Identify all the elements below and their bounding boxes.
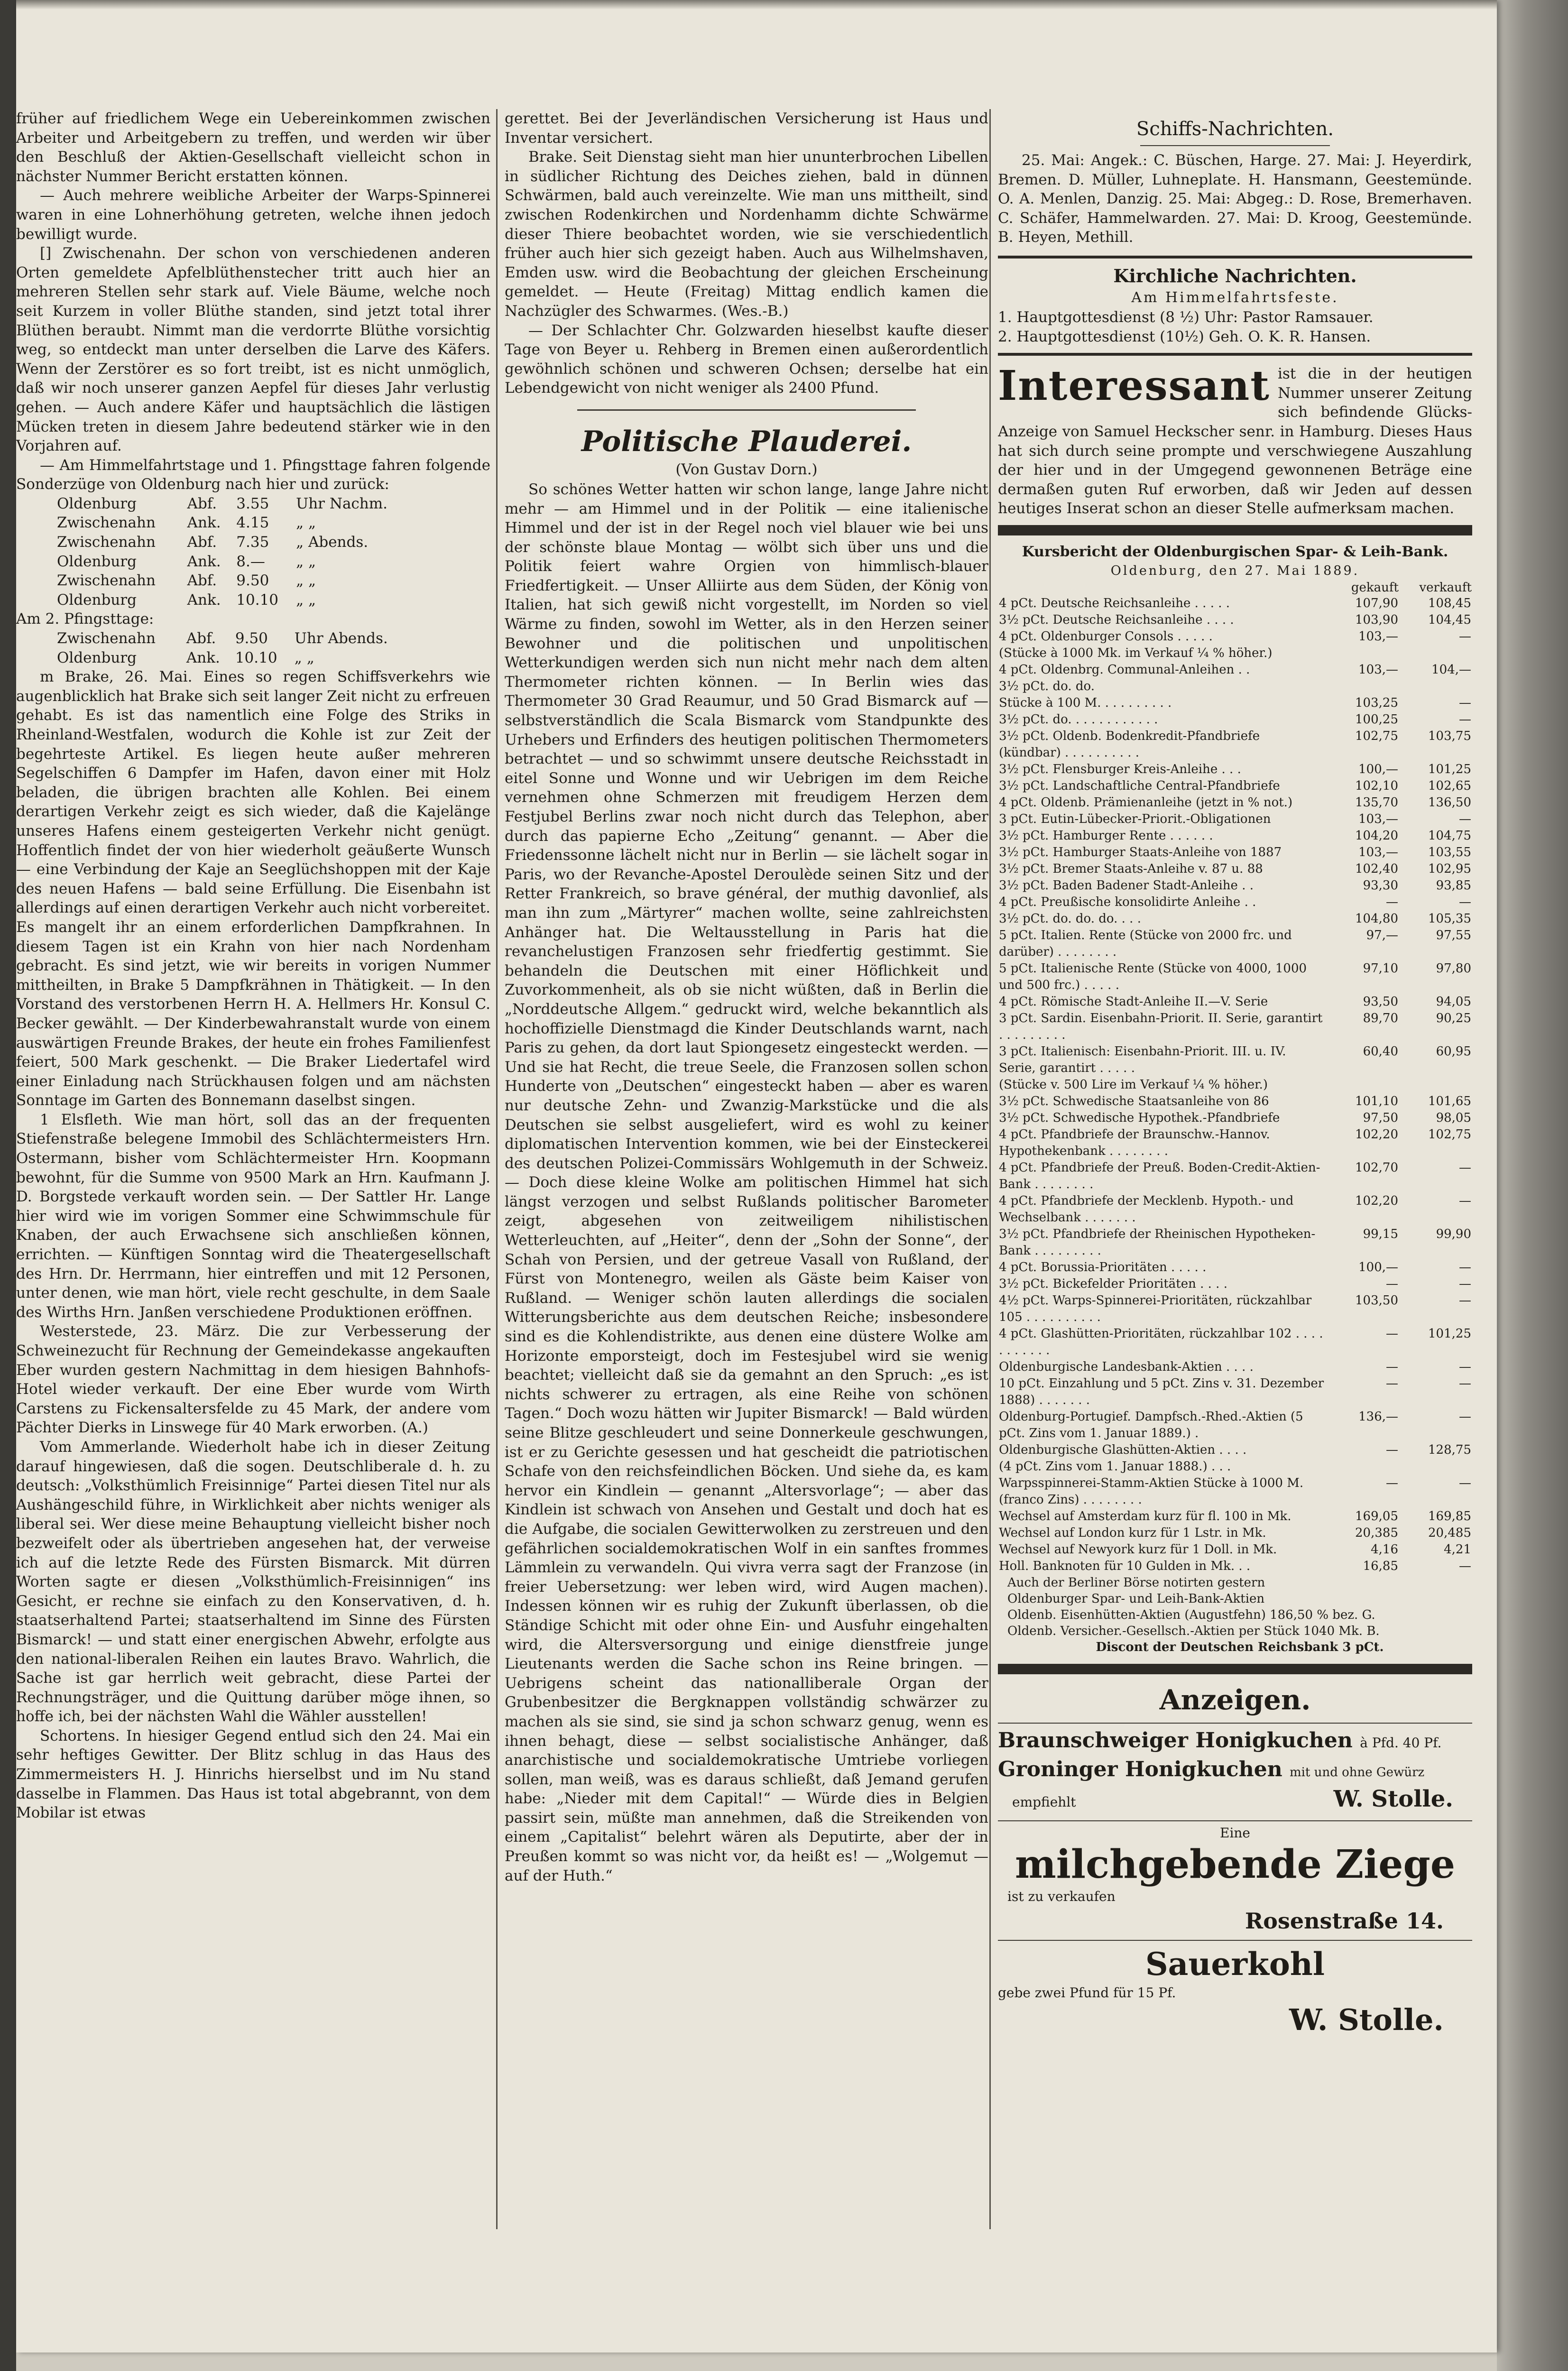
kurs-cell-sold: 93,85	[1436, 878, 1471, 893]
ad-rule	[998, 1723, 1472, 1724]
kurs-cell-label: 4 pCt. Pfandbriefe der Mecklenb. Hypoth.- und Wechselbank . . . . . . .	[999, 1193, 1294, 1225]
ad-name: W. Stolle.	[1333, 1785, 1453, 1812]
kurs-note: Oldenb. Versicher.-Gesellsch.-Aktien per Stück 1040 Mk. B.	[1007, 1624, 1380, 1638]
schedule-row: Zwischenahn Abf. 9.50 Uhr Abends.	[57, 630, 388, 647]
kurs-cell-label: 4 pCt. Glashütten-Prioritäten, rückzahlbar 102 . . . . . . . . . . .	[999, 1326, 1323, 1357]
kurs-cell-label: 3½ pCt. do. do. do. . . .	[999, 911, 1141, 926]
kirch-subtitle: Am Himmelfahrtsfeste.	[1131, 289, 1339, 306]
kurs-cell-bought	[1326, 1458, 1399, 1475]
kurs-cell-bought: 99,15	[1363, 1227, 1398, 1241]
kurs-cell-bought: —	[1386, 895, 1398, 909]
kurs-row	[998, 778, 1472, 794]
kurs-row	[998, 1292, 1472, 1326]
kurs-cell-sold: 101,25	[1428, 1326, 1471, 1341]
kurs-cell-label: 3½ pCt. Bremer Staats-Anleihe v. 87 u. 88	[999, 861, 1263, 876]
kurs-row	[998, 1442, 1472, 1458]
kurs-cell-label: 3 pCt. Italienisch: Eisenbahn-Priorit. III. u. IV. Serie, garantirt . . . . .	[999, 1044, 1286, 1075]
kirch-line: 1. Hauptgottesdienst (8 ½) Uhr: Pastor Ramsauer.	[998, 308, 1374, 326]
ad-ziege	[998, 1825, 1472, 1936]
kurs-row	[998, 1043, 1472, 1077]
kurs-cell-label: 3½ pCt. Oldenb. Bodenkredit-Pfandbriefe (kündbar) . . . . . . . . . .	[999, 729, 1260, 760]
kurs-cell-bought: 100,—	[1358, 1260, 1398, 1274]
kurs-cell-bought: 136,—	[1358, 1409, 1398, 1424]
kurs-row	[998, 811, 1472, 828]
kurs-cell-sold	[1399, 678, 1472, 695]
kurs-cell-bought: 102,40	[1355, 861, 1398, 876]
ad-sauerkohl-name: W. Stolle.	[1289, 2002, 1444, 2037]
kurs-row	[998, 1126, 1472, 1160]
kurs-row	[998, 960, 1472, 994]
kurs-row	[998, 1475, 1472, 1508]
kurs-cell-label: Warpsspinnerei-Stamm-Aktien Stücke à 1000 M. (franco Zins) . . . . . . . .	[999, 1476, 1304, 1507]
kurs-cell-bought	[1326, 645, 1399, 662]
kurs-cell-sold	[1399, 645, 1472, 662]
kurs-row	[998, 1226, 1472, 1259]
kurs-cell-bought: 104,20	[1355, 828, 1398, 843]
kurs-row	[998, 695, 1472, 711]
schiffs-text: 25. Mai: Angek.: C. Büschen, Harge. 27. Mai: J. Heyerdirk, Bremen. D. Müller, Luhneplate. H. Hansmann, Geestemünde. O. A. Menlen, Danzig. 25. Mai: Abgeg.: D. Rose, Bremerhaven. C. Schäfer, Hammelwarden. 27. Mai: D. Kroog, Geestemünde. B. Heyen, Methill.	[998, 152, 1472, 246]
section-rule	[998, 353, 1472, 356]
ad-eine: Eine	[1220, 1825, 1250, 1841]
kurs-table	[998, 580, 1472, 1575]
plauderei-text: So schönes Wetter hatten wir schon lange, lange Jahre nicht mehr — am Himmel und in der Politik — eine italienische Himmel und der ist in der Regel noch viel blauer wie bei uns der schönste blaue Montag — wölbt sich über uns und die Politik feiert wahre Orgien von himmlisch-blauer Friedfertigkeit. — Unser Alliirte aus dem Süden, der König von Italien, hat sich gewiß nicht vorgestellt, im Norden so viel Wärme zu finden, sowohl im Wetter, als in den Herzen seiner Bewohner und die politischen und unpolitischen Wetterkundigen werden sich nun nicht mehr nach dem alten Thermometer richten können. — In Berlin wies das Thermometer 30 Grad Reaumur, und 50 Grad Bismarck auf — selbstverständlich die Scala Bismarck vom Standpunkte des Urhebers und Erfinders des heutigen politischen Thermometers betrachtet — und so schwimmt unsere deutsche Reichsstadt in eitel Sonne und Wonne und wir Uebrigen im dem Reiche vernehmen ohne Schmerzen mit freudigem Herzen dem Festjubel Berlins zwar noch nicht durch das Telephon, aber durch das papierne Echo „Zeitung“ genannt. — Aber die Friedenssonne lächelt nicht nur in Berlin — sie lächelt sogar in Paris, wo der Revanche-Apostel Deroulède seinen Sitz und der Retter Frankreich, so brave général, der muthig davonlief, als man ihn zum „Märtyrer“ machen wollte, seine zahlreichsten Anhänger hat. Die Weltausstellung in Paris hat die revanchelustigen Franzosen sehr friedfertig gestimmt. Sie behandeln die Deutschen mit einer Höflichkeit und Zuvorkommenheit, als ob sie nicht wüßten, daß in Berlin die „Norddeutsche Allgem.“ gedruckt wird, welche bekanntlich als hochoffizielle Dienstmagd die Kinder Deutschlands warnt, nach Paris zu gehen, da dort laut Spiongesetz eingesteckt werden. — Und sie hat Recht, die treue Seele, die Franzosen sollen schon Hunderte von „Deutschen“ eingesteckt haben — aber es waren nur deutsche Zehn- und Zwanzig-Markstücke und die als Deutschen sie selbst ausgeliefert, wird es wohl zu keiner diplomatischen Intervention kommen, wie bei der Einsteckerei des deutschen Polizei-Commissärs Wohlgemuth in der Schweiz. — Doch diese kleine Wolke am politischen Himmel hat sich längst verzogen und selbst Rußlands politischer Barometer zeigt, abgesehen von zeitweiligem nihilistischen Wetterleuchten, auf „Heiter“, denn der „Sohn der Sonne“, der Schah von Persien, und der getreue Vasall von Rußland, der Fürst von Montenegro, weilen als Gäste beim Kaiser von Rußland. — Weniger schön lauten allerdings die socialen Witterungsberichte aus dem deutschen Reiche; insbesondere sind es die Kohlendistrikte, aus denen eine düstere Wolke am Horizonte emporsteigt, doch im Festesjubel wird sie wenig beachtet; vielleicht daß sie da gemahnt an den Spruch: „es ist nichts schwerer zu ertragen, als eine Reihe von schönen Tagen.“ Doch wozu hätten wir Jupiter Bismarck! — Bald würden seine Blitze geschleudert und seine Donnerkeule geschwungen, ist er zu Gerichte gesessen und hat gescheidt die patriotischen Schafe von den reichsfeindlichen Böcken. Und siehe da, es kam hervor ein Kindlein — genannt „Altersvorlage“; — aber das Kindlein ist schwach von Ansehen und Gestalt und doch hat es die Aufgabe, die socialen Gewitterwolken zu zerstreuen und den gefährlichen socialdemokratischen Wolf in ein sanftes frommes Lämmlein zu verwandeln. Qui vivra verra sagt der Franzose (in freier Uebersetzung: wer leben wird, wird Augen machen). Indessen können wir es ruhig der Zukunft überlassen, ob die Ständige Schicht mit oder ohne Ein- und Ausfuhr eingehalten wird, die Altersversorgung und einige dienstfreie junge Lieutenants werden die Sache schon ins Reine bringen. — Uebrigens scheint das nationalliberale Organ der Grubenbesitzer die Bergknappen vollständig schwärzer zu machen als sie sind, sie sind ja schon schwarz genug, wenn es ihnen behagt, diese — selbst socialistische Anhänger, daß anarchistische und socialdemokratische Umtriebe vorliegen sollen, man weiß, was es daraus schließt, daß Jemand gerufen habe: „Nieder mit dem Capital!“ — Würde dies in Belgien passirt sein, müßte man annehmen, daß die Streikenden von einem „Capitalist“ belehrt wären als Deputirte, aber der in Preußen kommt so was nicht vor, da heißt es! — „Wolgemut — auf der Huth.“	[505, 480, 988, 1884]
kurs-cell-bought: 101,10	[1355, 1094, 1398, 1108]
left-page-edge	[0, 0, 16, 2371]
ad-line: Groninger Honigkuchen	[998, 1757, 1282, 1781]
kurs-row	[998, 927, 1472, 960]
article-paragraph: 1 Elsfleth. Wie man hört, soll das an der frequenten Stiefenstraße belegene Immobil des Schlächtermeisters Hrn. Ostermann, bisher vom Schlächtermeister Hrn. Koopmann bewohnt, für die Summe von 9500 Mark an Hrn. Kaufmann J. D. Borgstede verkauft worden sein. — Der Sattler Hr. Lange hier wird wie im vorigen Sommer eine Schwimmschule für Knaben, der auch Erwachsene sich anschließen können, errichten. — Künftigen Sonntag wird die Theatergesellschaft des Hrn. Dr. Herrmann, hier eintreffen und mit 12 Personen, unter denen, wie man hört, viele recht geschulte, in dem Saale des Wirths Hrn. Janßen verschiedene Produktionen eröffnen.	[16, 1111, 490, 1321]
kurs-note: Oldenburger Spar- und Leih-Bank-Aktien	[1007, 1591, 1265, 1606]
kurs-cell-sold: 136,50	[1428, 795, 1471, 810]
kurs-note: Auch der Berliner Börse notirten gestern	[1007, 1575, 1265, 1590]
kurs-cell-bought	[1326, 678, 1399, 695]
kurs-row	[998, 1093, 1472, 1110]
kurs-cell-sold: 102,75	[1428, 1127, 1471, 1142]
kurs-title: Kursbericht der Oldenburgischen Spar- & Leih-Bank.	[1022, 543, 1448, 560]
kurs-cell-label: 3½ pCt. Landschaftliche Central-Pfandbriefe	[999, 778, 1280, 793]
kurs-notes	[1007, 1575, 1472, 1655]
kurs-cell-bought	[1326, 1077, 1399, 1093]
ad-line: Braunschweiger Honigkuchen	[998, 1728, 1353, 1753]
kurs-cell-sold: 97,55	[1436, 928, 1471, 942]
kirch-line: 2. Hauptgottesdienst (10½) Geh. O. K. R. Hansen.	[998, 328, 1371, 345]
kurs-cell-sold: 104,45	[1428, 612, 1471, 627]
kurs-cell-bought: —	[1386, 1359, 1398, 1374]
kurs-cell-sold: 20,485	[1428, 1525, 1471, 1540]
kurs-row	[998, 1010, 1472, 1043]
kurs-row	[998, 761, 1472, 778]
article-paragraph: — Am Himmelfahrtstage und 1. Pfingsttage fahren folgende Sonderzüge von Oldenburg nach hier und zurück:	[16, 456, 490, 493]
kurs-cell-bought: 103,—	[1358, 812, 1398, 826]
kurs-cell-sold: 169,85	[1428, 1509, 1471, 1523]
kurs-cell-label: 4 pCt. Pfandbriefe der Braunschw.-Hannov. Hypothekenbank . . . . . . . .	[999, 1127, 1270, 1158]
kurs-cell-sold: —	[1459, 812, 1471, 826]
section-rule	[1140, 145, 1330, 146]
ad-ziege-text: ist zu verkaufen	[1007, 1888, 1116, 1904]
kurs-cell-label: 4 pCt. Oldenburger Consols . . . . .	[999, 629, 1213, 644]
kurs-row	[998, 628, 1472, 645]
kurs-cell-sold: —	[1459, 1293, 1471, 1308]
kurs-cell-label: Oldenburgische Landesbank-Aktien . . . .	[999, 1359, 1254, 1374]
kurs-cell-bought: 135,70	[1355, 795, 1398, 810]
kurs-cell-sold: 102,95	[1428, 861, 1471, 876]
kurs-cell-sold: —	[1459, 1559, 1471, 1573]
kurs-cell-sold: 104,—	[1431, 662, 1471, 677]
kurs-cell-sold: —	[1459, 1276, 1471, 1291]
kurs-cell-label: Wechsel auf Newyork kurz für 1 Doll. in Mk.	[999, 1542, 1277, 1557]
kurs-row	[998, 662, 1472, 678]
column-right	[998, 109, 1472, 2038]
kurs-cell-sold: 105,35	[1428, 911, 1471, 926]
kurs-row	[998, 911, 1472, 927]
kurs-cell-label: 4 pCt. Deutsche Reichsanleihe . . . . .	[999, 596, 1230, 610]
kurs-cell-label: 3½ pCt. do. do.	[999, 679, 1095, 693]
article-paragraph: m Brake, 26. Mai. Eines so regen Schiffsverkehrs wie augenblicklich hat Brake sich seit langer Zeit nicht zu erfreuen gehabt. Es ist das namentlich eine Folge des Striks in Rheinland-Westfalen, wodurch die Kohle ist zur Zeit der begehrteste Artikel. Es liegen heute außer mehreren Segelschiffen 6 Dampfer im Hafen, davon einer mit Holz beladen, die übrigen brachten alle Kohlen. Bei einem derartigen Verkehr zeigt es sich wieder, daß die Kajelänge unseres Hafens einem gesteigerten Verkehr nicht genügt. Hoffentlich findet der von hier wiederholt geäußerte Wunsch — eine Verbindung der Kaje an Seeglüchshoppen mit der Kaje des neuen Hafens — bald seine Erfüllung. Die Eisenbahn ist allerdings auf einen derartigen Verkehr auch nicht vorbereitet. Es mangelt ihr an einem erforderlichen Dampfkrahnen. In diesem Tagen ist ein Krahn von hier nach Nordenham gebracht. Es sind jetzt, wie wir bereits in vorigen Nummer mittheilten, in Brake 5 Dampfkrähnen in Thätigkeit. — In den Vorstand des verstorbenen Herrn H. A. Hellmers Hr. Konsul C. Becker gewählt. — Der Kinderbewahranstalt wurde von einem auswärtigen Freunde Brakes, der heute ein frohes Familienfest feiert, 500 Mark geschenkt. — Die Braker Liedertafel wird einer Einladung nach Strückhausen folgen und am nächsten Sonntage im Garten des Bonnemann daselbst singen.	[16, 668, 490, 1109]
kurs-cell-bought: 89,70	[1363, 1011, 1398, 1025]
kurs-row	[998, 1193, 1472, 1226]
article-paragraph: [] Zwischenahn. Der schon von verschiedenen anderen Orten gemeldete Apfelblüthenstecher tritt auch hier an mehreren Stellen sehr stark auf. Viele Bäume, welche noch seit Kurzem in voller Blüthe standen, sind jetzt total ihrer Blüthen beraubt. Nimmt man die verdorrte Blüthe vorsichtig weg, so entdeckt man unter derselben die Larve des Käfers. Wenn der Zerstörer es so fort treibt, ist es nicht unmöglich, daß wir noch unserer ganzen Aepfel für dieses Jahr verlustig gehen. — Auch andere Käfer und hauptsächlich die lästigen Mücken treten in diesem Jahre bedeutend stärker wie in den Vorjahren auf.	[16, 245, 490, 455]
kurs-row	[998, 1541, 1472, 1558]
kurs-row	[998, 711, 1472, 728]
kurs-cell-sold: —	[1459, 1193, 1471, 1208]
kurs-cell-bought: 169,05	[1355, 1509, 1398, 1523]
kurs-cell-sold: —	[1459, 629, 1471, 644]
kurs-cell-bought: 97,50	[1363, 1110, 1398, 1125]
kurs-cell-sold: 101,65	[1428, 1094, 1471, 1108]
kurs-cell-label: Wechsel auf London kurz für 1 Lstr. in Mk.	[999, 1525, 1266, 1540]
kurs-cell-bought: 102,75	[1355, 729, 1398, 743]
interessant-word: Interessant	[998, 364, 1271, 410]
kirch-title: Kirchliche Nachrichten.	[1113, 265, 1357, 286]
kurs-cell-label: 4 pCt. Borussia-Prioritäten . . . . .	[999, 1260, 1207, 1274]
section-rule	[998, 256, 1472, 258]
kurs-cell-label: 3 pCt. Eutin-Lübecker-Priorit.-Obligationen	[999, 812, 1271, 826]
kurs-cell-label: 4½ pCt. Warps-Spinnerei-Prioritäten, rückzahlbar 105 . . . . . . . . . .	[999, 1293, 1312, 1324]
kurs-cell-sold: —	[1459, 1476, 1471, 1490]
plauderei-title: Politische Plauderei.	[581, 424, 912, 458]
kurs-cell-label: 5 pCt. Italienische Rente (Stücke von 4000, 1000 und 500 frc.) . . . . .	[999, 961, 1307, 992]
kurs-cell-sold: —	[1459, 1409, 1471, 1424]
kurs-cell-bought: 104,80	[1355, 911, 1398, 926]
article-paragraph: Vom Ammerlande. Wiederholt habe ich in dieser Zeitung darauf hingewiesen, daß die sogen. Deutschliberale d. h. zu deutsch: „Volksthümlich Freisinnige“ Partei diesen Titel nur als Aushängeschild führe, in Wirklichkeit aber nichts weniger als liberal sei. Wer diese meine Behauptung vielleicht bisher noch bezweifelt oder als übertrieben angesehen hat, der verweise ich auf die letzte Rede des Fürsten Bismarck. Mit dürren Worten sagte er diesen „Volksthümlich-Freisinnigen“ ins Gesicht, er rechne sie einfach zu den Konservativen, d. h. staatserhaltend Partei; staatserhaltend im Sinne des Fürsten Bismarck! — und statt einer energischen Abwehr, erfolgte aus den national-liberalen Reihen ein lautes Bravo. Wahrlich, die Sache ist gar herrlich weit gebracht, diese Partei der Rechnungsträger, und die Quittung darüber möge ihnen, so hoffe ich, bei der nächsten Wahl die Wähler ausstellen!	[16, 1438, 490, 1725]
ad-sauerkohl-title: Sauerkohl	[1145, 1945, 1325, 1983]
kurs-cell-bought: 103,—	[1358, 845, 1398, 859]
kurs-row	[998, 678, 1472, 695]
article-paragraph: — Auch mehrere weibliche Arbeiter der Warps-Spinnerei waren in eine Lohnerhöhung getreten, welche ihnen jedoch bewilligt wurde.	[16, 187, 490, 243]
section-rule	[577, 409, 916, 411]
ad-price: à Pfd. 40 Pf.	[1360, 1734, 1442, 1751]
schedule-row: Oldenburg Ank. 10.10 „ „	[57, 649, 314, 666]
kurs-cell-label: 3½ pCt. Pfandbriefe der Rheinischen Hypotheken-Bank . . . . . . . . .	[999, 1227, 1316, 1258]
kurs-cell-label: Wechsel auf Amsterdam kurz für fl. 100 in Mk.	[999, 1509, 1291, 1523]
kurs-cell-sold: 97,80	[1436, 961, 1471, 976]
kurs-cell-label: 4 pCt. Preußische konsolidirte Anleihe . .	[999, 895, 1256, 909]
kurs-cell-label: 3½ pCt. Bickefelder Prioritäten . . . .	[999, 1276, 1227, 1291]
kurs-cell-label: (Stücke v. 500 Lire im Verkauf ¼ % höher.)	[999, 1077, 1268, 1092]
kurs-cell-label: 5 pCt. Italien. Rente (Stücke von 2000 frc. und darüber) . . . . . . . .	[999, 928, 1292, 959]
kurs-cell-label: Oldenburgische Glashütten-Aktien . . . .	[999, 1442, 1247, 1457]
kurs-cell-bought: 102,20	[1355, 1193, 1398, 1208]
schedule-heading: Am 2. Pfingsttage:	[16, 610, 154, 628]
kurs-cell-bought: 93,50	[1363, 994, 1398, 1009]
schedule-row: Zwischenahn Ank. 4.15 „ „	[57, 514, 316, 532]
kurs-row	[998, 1077, 1472, 1093]
kurs-date: Oldenburg, den 27. Mai 1889.	[1110, 563, 1360, 578]
kurs-row	[998, 1458, 1472, 1475]
article-paragraph: Schortens. In hiesiger Gegend entlud sich den 24. Mai ein sehr heftiges Gewitter. Der Blitz schlug in das Haus des Zimmermeisters H. J. Hinrichs hierselbst und im Nu stand dasselbe in Flammen. Das Haus ist total abgebrannt, von dem Mobilar ist etwas	[16, 1727, 490, 1822]
schedule-row: Oldenburg Ank. 10.10 „ „	[57, 591, 316, 609]
kurs-cell-bought: 20,385	[1355, 1525, 1398, 1540]
kurs-cell-label: 3½ pCt. Schwedische Hypothek.-Pfandbriefe	[999, 1110, 1280, 1125]
kurs-cell-label: Oldenburg-Portugief. Dampfsch.-Rhed.-Aktien (5 pCt. Zins vom 1. Januar 1889.) .	[999, 1409, 1303, 1440]
column-middle	[505, 109, 988, 1885]
schedule-row: Zwischenahn Abf. 9.50 „ „	[57, 572, 316, 590]
kurs-row	[998, 645, 1472, 662]
kurs-cell-label: 3½ pCt. do. . . . . . . . . . . .	[999, 712, 1158, 727]
kurs-cell-sold: —	[1459, 695, 1471, 710]
kurs-cell-sold: —	[1459, 1359, 1471, 1374]
interessant-notice	[998, 364, 1472, 518]
section-rule	[998, 1664, 1472, 1674]
kurs-row	[998, 1259, 1472, 1276]
kurs-row	[998, 1326, 1472, 1359]
kurs-cell-bought: 16,85	[1363, 1559, 1398, 1573]
kurs-cell-bought: 100,—	[1358, 762, 1398, 776]
ad-honigkuchen	[998, 1727, 1472, 1816]
kurs-cell-sold: —	[1459, 1260, 1471, 1274]
kurs-cell-label: 3½ pCt. Hamburger Rente . . . . . .	[999, 828, 1213, 843]
kurs-cell-bought: 93,30	[1363, 878, 1398, 893]
kurs-cell-bought: 102,70	[1355, 1160, 1398, 1175]
kurs-cell-label: 3½ pCt. Hamburger Staats-Anleihe von 1887	[999, 845, 1282, 859]
kurs-cell-bought: —	[1386, 1276, 1398, 1291]
train-schedule	[54, 494, 415, 610]
kurs-cell-sold: 99,90	[1436, 1227, 1471, 1241]
right-page-edge	[1497, 0, 1568, 2371]
kurs-cell-bought: 97,—	[1366, 928, 1398, 942]
kurs-cell-sold: 108,45	[1428, 596, 1471, 610]
kurs-row	[998, 1525, 1472, 1541]
kurs-cell-bought: 103,25	[1355, 695, 1398, 710]
kurs-cell-sold: 101,25	[1428, 762, 1471, 776]
interessant-text: ist die in der heutigen Nummer unserer Zeitung sich befindende Glücks-Anzeige von Samuel Heckscher senr. in Hamburg. Dieses Haus hat sich durch seine prompte und verschwiegene Auszahlung der hier und in der Umgegend gewonnenen Beträge eine dermaßen guten Ruf erworben, daß wir Jeden auf dessen heutiges Inserat schon an dieser Stelle aufmerksam machen.	[998, 365, 1472, 517]
kurs-cell-bought: —	[1386, 1442, 1398, 1457]
kurs-cell-sold: 94,05	[1436, 994, 1471, 1009]
kurs-cell-bought: 103,50	[1355, 1293, 1398, 1308]
kurs-row	[998, 612, 1472, 628]
kurs-cell-label: Stücke à 100 M. . . . . . . . . .	[999, 695, 1172, 710]
kurs-cell-label: 3½ pCt. Baden Badener Stadt-Anleihe . .	[999, 878, 1254, 893]
kurs-cell-sold: 102,65	[1428, 778, 1471, 793]
kurs-cell-bought: —	[1386, 1476, 1398, 1490]
kurs-row	[998, 1110, 1472, 1126]
kurs-cell-label: 4 pCt. Pfandbriefe der Preuß. Boden-Credit-Aktien-Bank . . . . . . . .	[999, 1160, 1320, 1191]
plauderei-author: (Von Gustav Dorn.)	[675, 461, 818, 478]
kurs-cell-label: 3½ pCt. Flensburger Kreis-Anleihe . . .	[999, 762, 1241, 776]
anzeigen-title: Anzeigen.	[1159, 1683, 1311, 1716]
kurs-cell-label: 3 pCt. Sardin. Eisenbahn-Priorit. II. Serie, garantirt . . . . . . . . .	[999, 1011, 1323, 1042]
kurs-cell-bought: 107,90	[1355, 596, 1398, 610]
kurs-cell-sold: 103,55	[1428, 845, 1471, 859]
kurs-cell-label: (4 pCt. Zins vom 1. Januar 1888.) . . .	[999, 1459, 1231, 1474]
kurs-cell-bought: 102,10	[1355, 778, 1398, 793]
kurs-row	[998, 728, 1472, 761]
kurs-row	[998, 877, 1472, 894]
kurs-cell-label: Holl. Banknoten für 10 Gulden in Mk. . .	[999, 1559, 1251, 1573]
article-paragraph: Westerstede, 23. März. Die zur Verbesserung der Schweinezucht für Rechnung der Gemeindekasse angekauften Eber wurden gestern Nachmittag in dem hiesigen Bahnhofs-Hotel wieder verkauft. Der eine Eber wurde vom Wirth Carstens zu Fickensaltersfelde zu 45 Mark, der andere vom Pächter Dierks in Linswege für 40 Mark erworben. (A.)	[16, 1323, 490, 1437]
schiffs-title: Schiffs-Nachrichten.	[1136, 118, 1334, 140]
kurs-head-verkauft: verkauft	[1419, 580, 1472, 595]
schedule-row: Oldenburg Abf. 3.55 Uhr Nachm.	[57, 495, 388, 512]
kurs-row	[998, 794, 1472, 811]
column-divider	[496, 109, 498, 2229]
column-divider	[989, 109, 991, 2229]
kurs-cell-sold	[1399, 1458, 1472, 1475]
kurs-rows	[998, 595, 1472, 1575]
kurs-cell-label: 4 pCt. Oldenb. Prämienanleihe (jetzt in % not.)	[999, 795, 1293, 810]
kurs-cell-label: 4 pCt. Oldenbrg. Communal-Anleihen . .	[999, 662, 1250, 677]
kurs-cell-sold: —	[1459, 1160, 1471, 1175]
kurs-row	[998, 861, 1472, 877]
kurs-cell-sold	[1399, 1077, 1472, 1093]
kurs-cell-label: 10 pCt. Einzahlung und 5 pCt. Zins v. 31. Dezember 1888) . . . . . . .	[999, 1376, 1324, 1407]
kurs-row	[998, 828, 1472, 844]
ad-ziege-title: milchgebende Ziege	[1015, 1841, 1455, 1887]
kurs-note: Discont der Deutschen Reichsbank 3 pCt.	[1096, 1640, 1384, 1654]
ad-empf: empfiehlt	[1012, 1794, 1076, 1810]
kurs-cell-sold: 60,95	[1436, 1044, 1471, 1059]
article-paragraph: gerettet. Bei der Jeverländischen Versicherung ist Haus und Inventar versichert.	[505, 110, 988, 147]
ad-sauerkohl	[998, 1945, 1472, 2038]
kurs-row	[998, 1508, 1472, 1525]
kurs-cell-sold: —	[1459, 712, 1471, 727]
kurs-cell-label: (Stücke à 1000 Mk. im Verkauf ¼ % höher.)	[999, 646, 1273, 660]
ad-ziege-address: Rosenstraße 14.	[1245, 1908, 1444, 1934]
kurs-row	[998, 844, 1472, 861]
ad-note: mit und ohne Gewürz	[1290, 1765, 1425, 1780]
kurs-cell-bought: 4,16	[1371, 1542, 1398, 1557]
kurs-cell-sold: 4,21	[1444, 1542, 1471, 1557]
kurs-row	[998, 994, 1472, 1010]
kurs-row	[998, 1276, 1472, 1292]
schedule-row: Oldenburg Ank. 8.— „ „	[57, 553, 316, 570]
article-paragraph: — Der Schlachter Chr. Golzwarden hieselbst kaufte dieser Tage von Beyer u. Rehberg in Bremen einen außerordentlich gewöhnlich schönen und schweren Ochsen; derselbe hat ein Lebendgewicht von nicht weniger als 2400 Pfund.	[505, 322, 988, 397]
ad-sauerkohl-text: gebe zwei Pfund für 15 Pf.	[998, 1984, 1176, 2001]
kurs-row	[998, 1409, 1472, 1442]
kurs-cell-bought: 60,40	[1363, 1044, 1398, 1059]
article-paragraph: Brake. Seit Dienstag sieht man hier ununterbrochen Libellen in südlicher Richtung des Deiches ziehen, bald in dünnen Schwärmen, bald auch vereinzelte. Wie man uns mittheilt, sind zwischen Rodenkirchen und Nordenhamm dichte Schwärme dieser Thiere beobachtet worden, wie sie verschiedentlich früher auch hier sich gezeigt haben. Auch aus Wilhelmshaven, Emden usw. wird die Beobachtung der gleichen Erscheinung gemeldet. — Heute (Freitag) Mittag endlich kamen die Nachzügler des Schwarmes. (Wes.-B.)	[505, 148, 988, 320]
kurs-row	[998, 894, 1472, 911]
kurs-cell-bought: —	[1386, 1376, 1398, 1391]
ad-rule	[998, 1940, 1472, 1941]
train-schedule	[54, 629, 415, 667]
column-left	[16, 109, 490, 1823]
kurs-cell-sold: —	[1459, 895, 1471, 909]
kurs-cell-bought: 97,10	[1363, 961, 1398, 976]
kurs-cell-sold: 90,25	[1436, 1011, 1471, 1025]
kurs-cell-sold: 103,75	[1428, 729, 1471, 743]
kurs-cell-bought: 102,20	[1355, 1127, 1398, 1142]
kurs-row	[998, 1375, 1472, 1409]
kurs-cell-label: 3½ pCt. Deutsche Reichsanleihe . . . .	[999, 612, 1234, 627]
kurs-cell-bought: 103,90	[1355, 612, 1398, 627]
kurs-header	[998, 580, 1472, 595]
kurs-cell-bought: 100,25	[1355, 712, 1398, 727]
schedule-row: Zwischenahn Abf. 7.35 „ Abends.	[57, 534, 369, 551]
section-rule	[998, 525, 1472, 535]
kurs-row	[998, 1558, 1472, 1575]
kurs-row	[998, 1160, 1472, 1193]
newspaper-page	[16, 0, 1497, 2353]
kurs-cell-sold: —	[1459, 1376, 1471, 1391]
kurs-cell-sold: 104,75	[1428, 828, 1471, 843]
kurs-cell-bought: 103,—	[1358, 662, 1398, 677]
kurs-cell-bought: 103,—	[1358, 629, 1398, 644]
top-edge	[16, 0, 1497, 9]
kurs-cell-sold: 128,75	[1428, 1442, 1471, 1457]
kurs-cell-label: 4 pCt. Römische Stadt-Anleihe II.—V. Serie	[999, 994, 1268, 1009]
kurs-head-gekauft: gekauft	[1351, 580, 1399, 595]
kurs-cell-bought: —	[1386, 1326, 1398, 1341]
ad-rule	[998, 1820, 1472, 1821]
kurs-row	[998, 595, 1472, 612]
kurs-row	[998, 1359, 1472, 1375]
article-paragraph: früher auf friedlichem Wege ein Uebereinkommen zwischen Arbeiter und Arbeitgebern zu treffen, und werden wir über den Beschluß der Aktien-Gesellschaft vielleicht schon in nächster Nummer Bericht erstatten können.	[16, 110, 490, 185]
kurs-cell-sold: 98,05	[1436, 1110, 1471, 1125]
kurs-cell-label: 3½ pCt. Schwedische Staatsanleihe von 86	[999, 1094, 1269, 1108]
kurs-note: Oldenb. Eisenhütten-Aktien (Augustfehn) 186,50 % bez. G.	[1007, 1607, 1375, 1622]
